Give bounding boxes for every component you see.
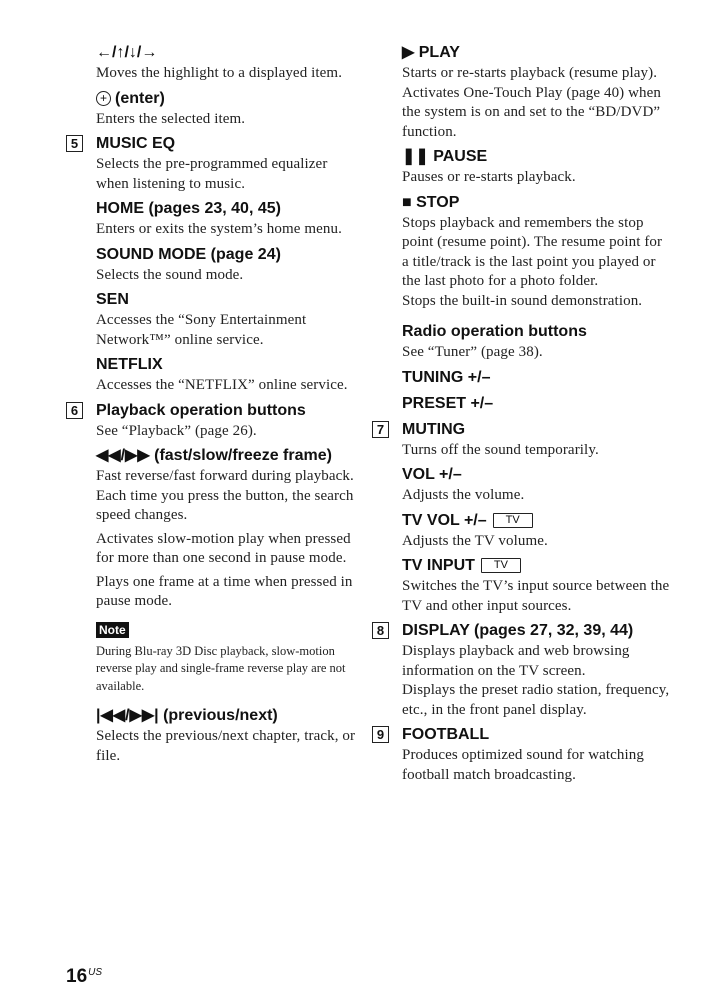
netflix-desc: Accesses the “NETFLIX” online service.: [96, 377, 348, 393]
play-desc-1: Starts or re-starts playback (resume play).: [402, 65, 658, 81]
fast-desc-1: Fast reverse/fast forward during playback. Each time you press the button, the search speed changes.: [96, 468, 354, 523]
play-desc-2: Activates One-Touch Play (page 40) when the system is on and set to the “BD/DVD” function.: [402, 84, 662, 140]
section-number-7: 7: [372, 421, 389, 438]
playback-heading: Playback operation buttons: [96, 401, 306, 419]
section-8: [372, 620, 672, 720]
tv-badge: TV: [481, 558, 521, 573]
sen-desc: Accesses the “Sony Entertainment Network™” online service.: [96, 312, 307, 348]
sound-mode-heading: SOUND MODE (page 24): [96, 245, 281, 263]
netflix-heading: NETFLIX: [96, 356, 163, 373]
stop-heading: ■ STOP: [402, 193, 460, 211]
note-badge: Note: [96, 622, 129, 638]
page-number: 16: [66, 966, 88, 987]
football-heading: FOOTBALL: [402, 726, 490, 743]
display-desc-1: Displays playback and web browsing information on the TV screen.: [402, 643, 630, 679]
prevnext-desc: Selects the previous/next chapter, track, or file.: [96, 728, 356, 764]
enter-icon: +: [96, 91, 111, 106]
tv-input-desc: Switches the TV’s input source between the TV and other input sources.: [402, 578, 670, 614]
section-number-6: 6: [66, 402, 83, 419]
stop-desc-1: Stops playback and remembers the stop point (resume point). The resume point for a title/track is the last point you played or the last photo for a photo folder.: [402, 214, 663, 289]
vol-heading: VOL +/–: [402, 466, 462, 483]
fast-heading: ◀◀/▶▶ (fast/slow/freeze frame): [96, 447, 332, 464]
section-number-9: 9: [372, 726, 389, 743]
prevnext-heading: |◀◀/▶▶| (previous/next): [96, 707, 278, 724]
preset-heading: PRESET +/–: [402, 394, 494, 412]
play-heading: ▶ PLAY: [402, 44, 460, 61]
tv-badge: TV: [493, 513, 533, 528]
page-footer: [66, 966, 102, 988]
tuning-heading: TUNING +/–: [402, 368, 491, 386]
enter-heading-line: [96, 88, 356, 110]
sound-mode-desc: Selects the sound mode.: [96, 266, 244, 283]
enter-desc: Enters the selected item.: [96, 110, 246, 127]
tv-vol-heading: TV VOL +/–: [402, 511, 487, 529]
pause-heading: ❚❚ PAUSE: [402, 148, 488, 165]
display-heading: DISPLAY (pages 27, 32, 39, 44): [402, 622, 634, 639]
transport-section: [372, 42, 672, 415]
tv-input-heading: TV INPUT: [402, 557, 475, 574]
enter-heading: (enter): [115, 89, 165, 107]
muting-heading: MUTING: [402, 420, 466, 438]
right-column: [372, 42, 672, 785]
section-number-5: 5: [66, 135, 83, 152]
region-code: US: [88, 967, 103, 978]
section-9: [372, 724, 672, 785]
home-heading: HOME (pages 23, 40, 45): [96, 200, 281, 217]
note-text: During Blu-ray 3D Disc playback, slow-motion reverse play and single-frame reverse play are not available.: [96, 643, 346, 693]
sen-heading: SEN: [96, 291, 129, 308]
stop-desc-2: Stops the built-in sound demonstration.: [402, 292, 643, 309]
section-5: [66, 133, 356, 396]
pause-desc: Pauses or re-starts playback.: [402, 169, 576, 185]
arrows-section: [66, 42, 356, 129]
tv-vol-desc: Adjusts the TV volume.: [402, 532, 548, 549]
radio-heading: Radio operation buttons: [402, 323, 587, 340]
tv-vol-heading-line: [402, 510, 672, 532]
football-desc: Produces optimized sound for watching football match broadcasting.: [402, 747, 644, 783]
muting-desc: Turns off the sound temporarily.: [402, 441, 599, 458]
home-desc: Enters or exits the system’s home menu.: [96, 221, 342, 237]
vol-desc: Adjusts the volume.: [402, 487, 525, 503]
playback-desc: See “Playback” (page 26).: [96, 422, 257, 439]
left-column: [66, 42, 356, 766]
music-eq-heading: MUSIC EQ: [96, 135, 176, 152]
music-eq-desc: Selects the pre-programmed equalizer when listening to music.: [96, 156, 328, 192]
display-desc-2: Displays the preset radio station, frequency, etc., in the front panel display.: [402, 682, 670, 718]
section-7: [372, 419, 672, 617]
fast-desc-2: Activates slow-motion play when pressed for more than one second in pause mode.: [96, 530, 351, 566]
arrows-heading: ←/↑/↓/→: [96, 44, 158, 61]
arrows-desc: Moves the highlight to a displayed item.: [96, 65, 343, 81]
radio-desc: See “Tuner” (page 38).: [402, 344, 543, 360]
section-6: [66, 400, 356, 767]
fast-desc-3: Plays one frame at a time when pressed in pause mode.: [96, 573, 353, 609]
section-number-8: 8: [372, 622, 389, 639]
tv-input-heading-line: [402, 555, 672, 577]
